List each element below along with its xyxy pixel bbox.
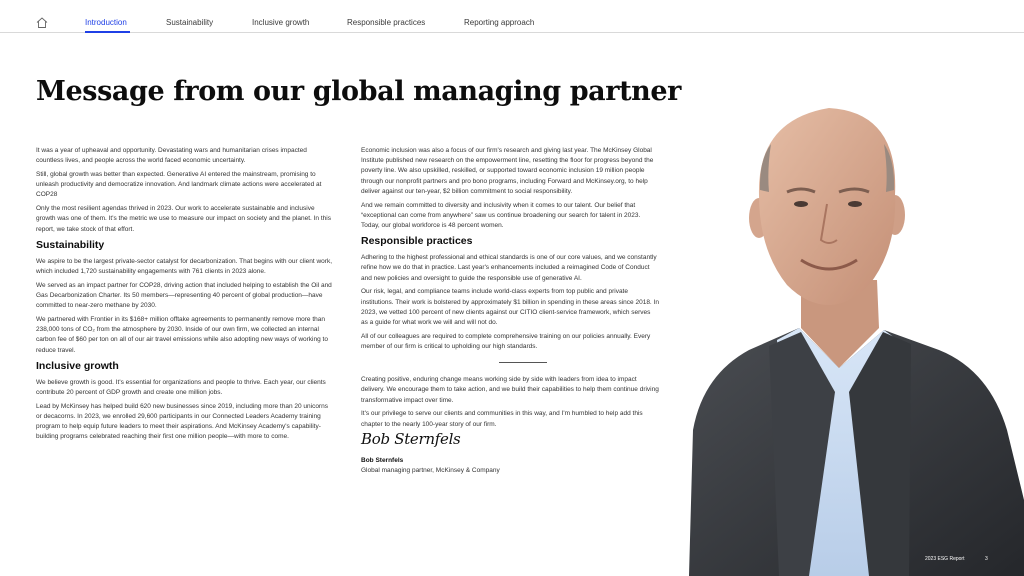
paragraph: Economic inclusion was also a focus of our firm's research and giving last year. The McKinsey Global Institute published new research on the empowerment line, resetting the floor for progress beyond the poverty line. We also upskilled, reskilled, or supported toward economic inclusion 19 million people through our nonprofit partners and pro bono programs, including Forward and McKinsey.org, to help deliver against our ten-year, $2 billion commitment to social responsibility. — [361, 147, 654, 195]
paragraph: All of our colleagues are required to complete comprehensive training on our policies annually. Every member of our firm is critical to upholding our high standards. — [361, 332, 651, 351]
home-icon[interactable] — [36, 17, 48, 28]
paragraph: Our risk, legal, and compliance teams include world-class experts from top public and private institutions. Their work is bolstered by approximately $1 billion in spending in these areas since 2018. In 2023, we vetted 100 percent of new clients against our CITIO client-service framework, which serves as a guide for what work we will and will not do. — [361, 288, 659, 327]
paragraph: Lead by McKinsey has helped build 620 new businesses since 2019, including more than 20 unicorns or decacorns. In 2023, we enrolled 29,600 participants in our Connected Leaders Academy training program to help equip future leaders to meet their aspirations. And McKinsey Academy's capability-building programs celebrated reaching their first one million people—with more to come. — [36, 402, 328, 441]
nav-tab-introduction[interactable]: Introduction — [85, 18, 127, 27]
paragraph: Still, global growth was better than expected. Generative AI entered the mainstream, promising to unleash productivity and democratize innovation. And landmark climate actions were accelerated at COP28 — [36, 171, 322, 199]
active-tab-indicator — [85, 31, 130, 33]
paragraph: Creating positive, enduring change means working side by side with leaders from idea to impact delivery. We encourage them to take action, and we build their capabilities to help them continue driving transformative impact over time. — [361, 376, 659, 404]
nav-tab-responsible-practices[interactable]: Responsible practices — [347, 18, 426, 27]
nav-tab-inclusive-growth[interactable]: Inclusive growth — [252, 18, 310, 27]
text-column-right — [361, 146, 659, 476]
signature: Bob Sternfels — [361, 429, 461, 448]
section-heading-responsible-practices: Responsible practices — [361, 235, 473, 248]
signatory-name: Bob Sternfels — [361, 457, 404, 465]
paragraph: We believe growth is good. It's essential for organizations and people to thrive. Each year, our clients contribute 20 percent of GDP growth and create one million jobs. — [36, 378, 326, 397]
paragraph: We aspire to be the largest private-sector catalyst for decarbonization. That begins with our client work, which included 1,720 sustainability engagements with 761 clients in 2023 alone. — [36, 257, 333, 276]
portrait-photo — [689, 100, 1024, 576]
page-title: Message from our global managing partner — [36, 76, 682, 107]
top-nav — [0, 0, 1024, 33]
paragraph: It was a year of upheaval and opportunity. Devastating wars and humanitarian crises impacted countless lives, and people across the world faced economic uncertainty. — [36, 147, 307, 165]
paragraph: It's our privilege to serve our clients and communities in this way, and I'm humbled to help add this chapter to the nearly 100-year story of our firm. — [361, 410, 643, 428]
paragraph: We served as an impact partner for COP28, driving action that included helping to establish the Oil and Gas Decarbonization Charter. Its 50 members—representing 40 percent of global production—have committed to near-zero methane by 2030. — [36, 281, 332, 310]
section-heading-inclusive-growth: Inclusive growth — [36, 359, 119, 372]
nav-tab-reporting-approach[interactable]: Reporting approach — [464, 18, 535, 27]
paragraph: Only the most resilient agendas thrived in 2023. Our work to accelerate sustainable and inclusive growth was one of them. It's the metric we use to measure our impact on society and the planet. In this report, we take stock of that effort. — [36, 205, 331, 233]
text-column-left — [36, 146, 333, 446]
page-number: 3 — [985, 556, 988, 562]
paragraph: Adhering to the highest professional and ethical standards is one of our core values, and we constantly refine how we do that in practice. Last year's enhancements included a reimagined Code of Conduct and new policies and oversight to guide the responsible use of generative AI. — [361, 254, 657, 282]
divider — [499, 362, 547, 363]
paragraph: And we remain committed to diversity and inclusivity when it comes to our talent. Our belief that “exceptional can come from anywhere” saw us continue broadening our search for talent in 2023. Today, our global workforce is 48 percent women. — [361, 201, 641, 230]
signatory-role: Global managing partner, McKinsey & Company — [361, 467, 500, 475]
footer-report-label: 2023 ESG Report — [925, 556, 965, 562]
section-heading-sustainability: Sustainability — [36, 238, 105, 251]
paragraph: We partnered with Frontier in its $168+ million offtake agreements to permanently remove more than 238,000 tons of CO₂ from the atmosphere by 2030. Inside of our own firm, we collected an internal carbon fee of $60 per ton on all of our air travel emissions while also adopting new ways of working to reduce travel. — [36, 316, 328, 354]
nav-tab-sustainability[interactable]: Sustainability — [166, 18, 214, 27]
